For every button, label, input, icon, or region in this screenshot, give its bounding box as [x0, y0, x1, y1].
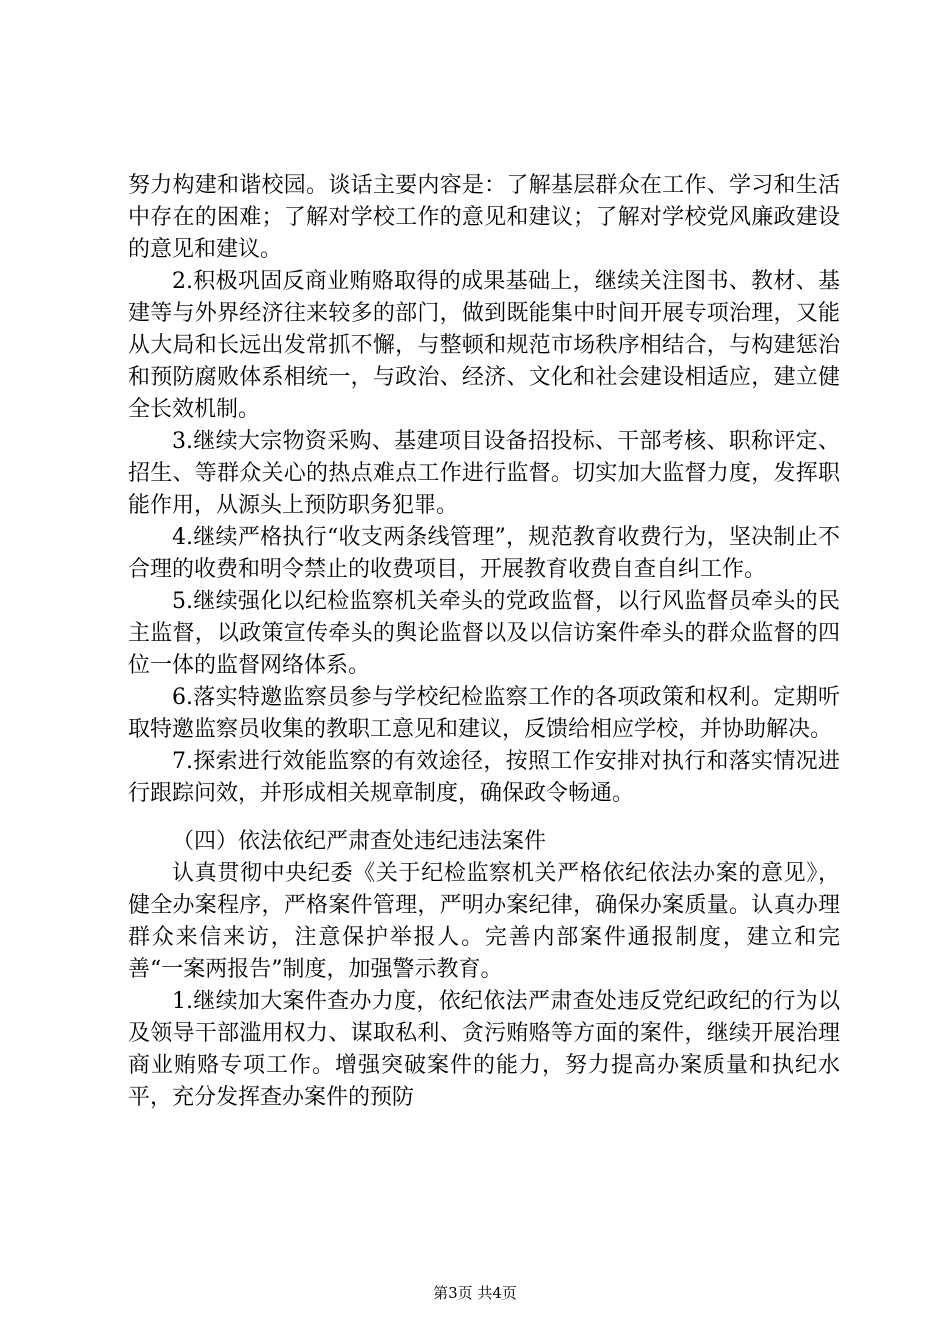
- section-heading: （四）依法依纪严肃查处违纪违法案件: [172, 829, 547, 854]
- paragraph-item-4: 4.继续严格执行“收支两条线管理”，规范教育收费行为，坚决制止不合理的收费和明令禁止的收费项目，开展教育收费自查自纠工作。: [128, 525, 840, 582]
- page-number-footer: 第3页 共4页: [433, 1284, 517, 1302]
- document-body: [128, 170, 840, 1114]
- paragraph-item-1: 1.继续加大案件查办力度，依纪依法严肃查处违反党纪政纪的行为以及领导干部滥用权力、谋取私利、贪污贿赂等方面的案件，继续开展治理商业贿赂专项工作。增强突破案件的能力，努力提高办案质量和执纪水平，充分发挥查办案件的预防: [128, 989, 840, 1110]
- paragraph-continuation: 努力构建和谐校园。谈话主要内容是：了解基层群众在工作、学习和生活中存在的困难；了解对学校工作的意见和建议；了解对学校党风廉政建设的意见和建议。: [128, 173, 840, 262]
- paragraph-item-7: 7.探索进行效能监察的有效途径，按照工作安排对执行和落实情况进行跟踪问效，并形成相关规章制度，确保政令畅通。: [128, 749, 840, 806]
- paragraph-item-3: 3.继续大宗物资采购、基建项目设备招投标、干部考核、职称评定、招生、等群众关心的热点难点工作进行监督。切实加大监督力度，发挥职能作用，从源头上预防职务犯罪。: [128, 429, 840, 518]
- paragraph-item-6: 6.落实特邀监察员参与学校纪检监察工作的各项政策和权利。定期听取特邀监察员收集的教职工意见和建议，反馈给相应学校，并协助解决。: [128, 685, 840, 742]
- paragraph-item-5: 5.继续强化以纪检监察机关牵头的党政监督，以行风监督员牵头的民主监督，以政策宣传牵头的舆论监督以及以信访案件牵头的群众监督的四位一体的监督网络体系。: [128, 589, 840, 678]
- paragraph-item-2: 2.积极巩固反商业贿赂取得的成果基础上，继续关注图书、教材、基建等与外界经济往来较多的部门，做到既能集中时间开展专项治理，又能从大局和长远出发常抓不懈，与整顿和规范市场秩序相结合，与构建惩治和预防腐败体系相统一，与政治、经济、文化和社会建设相适应，建立健全长效机制。: [128, 269, 840, 422]
- section-intro-paragraph: 认真贯彻中央纪委《关于纪检监察机关严格依纪依法办案的意见》，健全办案程序，严格案件管理，严明办案纪律，确保办案质量。认真办理群众来信来访，注意保护举报人。完善内部案件通报制度，建立和完善“一案两报告”制度，加强警示教育。: [128, 861, 840, 982]
